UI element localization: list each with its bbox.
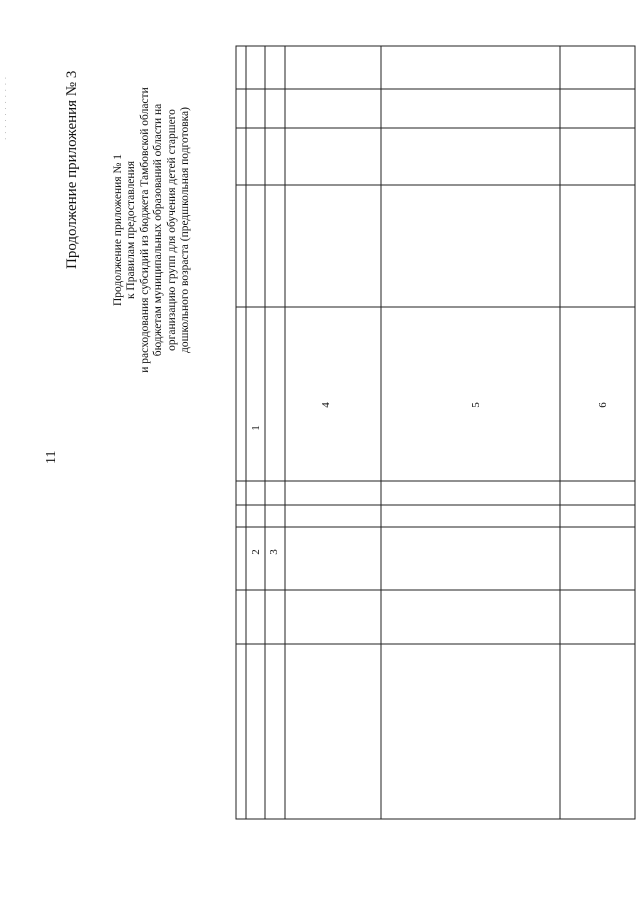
subtitle-line: организацию групп для обучения детей старшего: [165, 109, 178, 351]
col-header-6: 6: [597, 402, 609, 408]
subtitle-line: и расходования субсидий из бюджета Тамбовской области: [138, 87, 151, 373]
subtitle-line: дошкольного возраста (предшкольная подготовка): [179, 107, 192, 354]
col-header-5: 5: [470, 402, 482, 408]
col-header-4: 4: [320, 402, 332, 408]
col-header-2: 2: [250, 549, 262, 555]
scan-artifact: · · · · · · · · · · ·: [2, 75, 10, 140]
subtitle-line: бюджетам муниципальных образований области на: [152, 103, 165, 357]
subtitle-line: Продолжение приложения № 1: [112, 153, 124, 307]
page-heading: Продолжение приложения № 3: [64, 70, 80, 269]
subtitle-line: к Правилам предоставления: [125, 160, 138, 300]
col-header-1: 1: [250, 425, 262, 431]
col-header-3: 3: [268, 549, 280, 555]
page-number: 11: [44, 450, 59, 464]
